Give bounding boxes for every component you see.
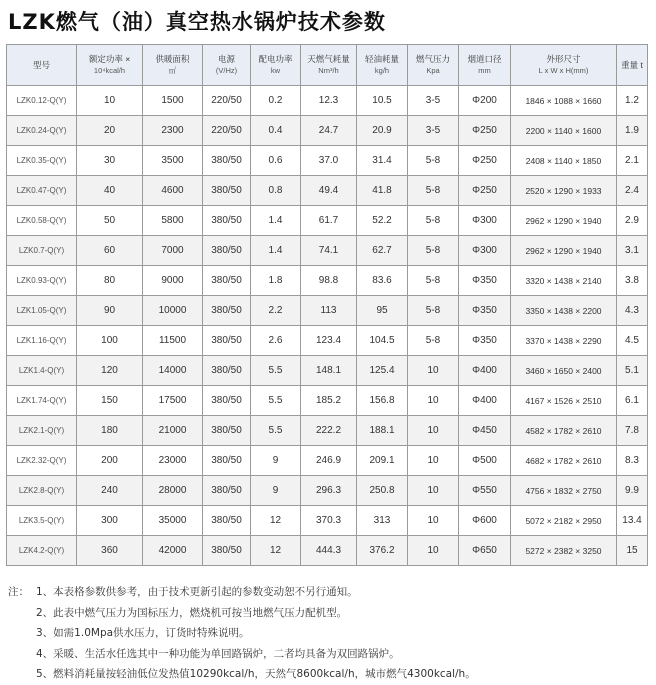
- table-cell: 4682 × 1782 × 2610: [511, 446, 617, 476]
- table-cell: 2300: [143, 116, 203, 146]
- table-cell: 123.4: [301, 326, 357, 356]
- table-cell: 5072 × 2182 × 2950: [511, 506, 617, 536]
- table-cell: LZK0.24-Q(Y): [7, 116, 77, 146]
- column-header-unit: (V/Hz): [215, 66, 238, 75]
- table-cell: LZK1.4-Q(Y): [7, 356, 77, 386]
- table-cell: 1.4: [251, 236, 301, 266]
- table-cell: Φ600: [459, 506, 511, 536]
- table-cell: 5-8: [408, 206, 459, 236]
- table-body: [7, 86, 648, 566]
- column-header-label: 电源: [217, 54, 235, 64]
- table-row: [7, 416, 648, 446]
- column-header: [357, 45, 408, 86]
- table-cell: 5.5: [251, 416, 301, 446]
- table-cell: LZK0.35-Q(Y): [7, 146, 77, 176]
- table-cell: 61.7: [301, 206, 357, 236]
- table-cell: 10: [408, 476, 459, 506]
- table-cell: 98.8: [301, 266, 357, 296]
- table-row: [7, 86, 648, 116]
- table-cell: 1846 × 1088 × 1660: [511, 86, 617, 116]
- table-cell: 380/50: [203, 476, 251, 506]
- table-cell: Φ350: [459, 296, 511, 326]
- table-cell: 0.4: [251, 116, 301, 146]
- table-cell: 444.3: [301, 536, 357, 566]
- table-cell: 3-5: [408, 86, 459, 116]
- table-cell: 376.2: [357, 536, 408, 566]
- table-cell: 380/50: [203, 176, 251, 206]
- column-header-label: 配电功率: [258, 54, 293, 64]
- column-header-unit: Kpa: [426, 66, 440, 75]
- table-cell: 200: [77, 446, 143, 476]
- table-row: [7, 386, 648, 416]
- table-cell: Φ500: [459, 446, 511, 476]
- table-cell: 74.1: [301, 236, 357, 266]
- table-cell: LZK2.32-Q(Y): [7, 446, 77, 476]
- notes-prefix: 注：: [8, 586, 29, 598]
- table-cell: 6.1: [617, 386, 648, 416]
- table-row: [7, 326, 648, 356]
- note-row: [8, 582, 476, 603]
- column-header-label: 燃气压力: [415, 54, 450, 64]
- table-row: [7, 356, 648, 386]
- table-cell: 9000: [143, 266, 203, 296]
- table-cell: 10: [408, 446, 459, 476]
- column-header: [7, 45, 77, 86]
- column-header-label: 型号: [32, 60, 50, 70]
- spec-table: [6, 44, 648, 566]
- table-row: [7, 176, 648, 206]
- table-cell: 156.8: [357, 386, 408, 416]
- column-header-label: 烟道口径: [467, 54, 502, 64]
- table-cell: 2.2: [251, 296, 301, 326]
- table-cell: 1.9: [617, 116, 648, 146]
- column-header-unit: kw: [270, 66, 281, 75]
- table-cell: 300: [77, 506, 143, 536]
- table-cell: 370.3: [301, 506, 357, 536]
- table-cell: 246.9: [301, 446, 357, 476]
- table-cell: 2.1: [617, 146, 648, 176]
- table-cell: 313: [357, 506, 408, 536]
- table-cell: 113: [301, 296, 357, 326]
- table-cell: 3320 × 1438 × 2140: [511, 266, 617, 296]
- table-cell: 0.8: [251, 176, 301, 206]
- table-cell: 148.1: [301, 356, 357, 386]
- table-cell: LZK0.58-Q(Y): [7, 206, 77, 236]
- table-cell: 150: [77, 386, 143, 416]
- table-row: [7, 536, 648, 566]
- table-cell: LZK2.8-Q(Y): [7, 476, 77, 506]
- table-cell: 380/50: [203, 146, 251, 176]
- table-cell: 3-5: [408, 116, 459, 146]
- table-cell: 20: [77, 116, 143, 146]
- column-header-label: 外形尺寸: [546, 54, 581, 64]
- table-cell: LZK3.5-Q(Y): [7, 506, 77, 536]
- table-cell: 8.3: [617, 446, 648, 476]
- column-header: [143, 45, 203, 86]
- header-row: [7, 45, 648, 86]
- column-header-label: 天燃气耗量: [307, 54, 350, 64]
- table-cell: 180: [77, 416, 143, 446]
- column-header-label: 额定功率 ×: [88, 54, 131, 64]
- table-cell: 28000: [143, 476, 203, 506]
- table-row: [7, 146, 648, 176]
- table-cell: 49.4: [301, 176, 357, 206]
- table-cell: 83.6: [357, 266, 408, 296]
- table-cell: Φ450: [459, 416, 511, 446]
- table-cell: 380/50: [203, 206, 251, 236]
- table-cell: 380/50: [203, 356, 251, 386]
- table-cell: 21000: [143, 416, 203, 446]
- column-header-unit: kg/h: [374, 66, 390, 75]
- table-cell: 12: [251, 536, 301, 566]
- table-cell: 4600: [143, 176, 203, 206]
- table-cell: Φ250: [459, 176, 511, 206]
- table-cell: 5-8: [408, 266, 459, 296]
- table-cell: 10000: [143, 296, 203, 326]
- table-cell: 10: [408, 416, 459, 446]
- table-cell: 1.4: [251, 206, 301, 236]
- table-cell: LZK1.05-Q(Y): [7, 296, 77, 326]
- table-cell: 250.8: [357, 476, 408, 506]
- table-cell: Φ350: [459, 326, 511, 356]
- table-cell: Φ400: [459, 356, 511, 386]
- table-cell: 4756 × 1832 × 2750: [511, 476, 617, 506]
- table-cell: 222.2: [301, 416, 357, 446]
- note-row: [8, 644, 476, 665]
- table-cell: 9: [251, 476, 301, 506]
- table-cell: 4582 × 1782 × 2610: [511, 416, 617, 446]
- note-item: 3、如需1.0Mpa供水压力，订货时特殊说明。: [36, 627, 250, 639]
- table-cell: 185.2: [301, 386, 357, 416]
- table-cell: 10: [408, 386, 459, 416]
- table-row: [7, 266, 648, 296]
- table-cell: 10: [408, 506, 459, 536]
- table-cell: 1500: [143, 86, 203, 116]
- table-cell: 9: [251, 446, 301, 476]
- note-row: [8, 603, 476, 624]
- table-row: [7, 446, 648, 476]
- table-cell: 12.3: [301, 86, 357, 116]
- column-header: [511, 45, 617, 86]
- table-cell: Φ550: [459, 476, 511, 506]
- table-cell: 14000: [143, 356, 203, 386]
- table-cell: 100: [77, 326, 143, 356]
- table-cell: 7000: [143, 236, 203, 266]
- column-header: [459, 45, 511, 86]
- table-cell: 30: [77, 146, 143, 176]
- column-header-unit: ㎡: [168, 66, 177, 75]
- table-cell: 3350 × 1438 × 2200: [511, 296, 617, 326]
- table-cell: 42000: [143, 536, 203, 566]
- table-row: [7, 296, 648, 326]
- table-cell: 41.8: [357, 176, 408, 206]
- table-cell: Φ250: [459, 116, 511, 146]
- table-cell: 220/50: [203, 116, 251, 146]
- table-cell: 10: [408, 536, 459, 566]
- column-header-label: 供暖面积: [155, 54, 190, 64]
- table-cell: LZK0.47-Q(Y): [7, 176, 77, 206]
- table-cell: 5800: [143, 206, 203, 236]
- table-cell: 380/50: [203, 416, 251, 446]
- table-cell: LZK0.93-Q(Y): [7, 266, 77, 296]
- table-cell: 90: [77, 296, 143, 326]
- table-cell: 10.5: [357, 86, 408, 116]
- table-cell: 360: [77, 536, 143, 566]
- table-cell: 10: [77, 86, 143, 116]
- table-cell: 5-8: [408, 176, 459, 206]
- table-cell: 2962 × 1290 × 1940: [511, 206, 617, 236]
- table-cell: Φ300: [459, 206, 511, 236]
- table-row: [7, 206, 648, 236]
- table-cell: 104.5: [357, 326, 408, 356]
- table-cell: 380/50: [203, 296, 251, 326]
- table-cell: 380/50: [203, 266, 251, 296]
- table-cell: Φ200: [459, 86, 511, 116]
- table-cell: 40: [77, 176, 143, 206]
- column-header-unit: mm: [478, 66, 491, 75]
- table-cell: 23000: [143, 446, 203, 476]
- table-cell: 5272 × 2382 × 3250: [511, 536, 617, 566]
- table-cell: 1.2: [617, 86, 648, 116]
- table-cell: 10: [408, 356, 459, 386]
- table-cell: 3.8: [617, 266, 648, 296]
- table-cell: 0.2: [251, 86, 301, 116]
- table-cell: 52.2: [357, 206, 408, 236]
- table-cell: 50: [77, 206, 143, 236]
- table-cell: 5.5: [251, 356, 301, 386]
- table-cell: 4.3: [617, 296, 648, 326]
- note-item: 1、本表格参数供参考，由于技术更新引起的参数变动恕不另行通知。: [36, 586, 358, 598]
- table-cell: 380/50: [203, 386, 251, 416]
- table-cell: 5.1: [617, 356, 648, 386]
- table-cell: 60: [77, 236, 143, 266]
- table-cell: 5-8: [408, 236, 459, 266]
- table-cell: 17500: [143, 386, 203, 416]
- column-header: [251, 45, 301, 86]
- table-cell: 2.6: [251, 326, 301, 356]
- table-cell: 3.1: [617, 236, 648, 266]
- table-cell: 380/50: [203, 236, 251, 266]
- note-item: 4、采暖、生活水任选其中一种功能为单回路锅炉，二者均具备为双回路锅炉。: [36, 647, 400, 660]
- notes-section: [8, 582, 476, 685]
- table-cell: 380/50: [203, 506, 251, 536]
- table-header: [7, 45, 648, 86]
- table-cell: 240: [77, 476, 143, 506]
- column-header-unit: Nm³/h: [318, 66, 339, 75]
- table-cell: 220/50: [203, 86, 251, 116]
- table-cell: 15: [617, 536, 648, 566]
- table-cell: 4167 × 1526 × 2510: [511, 386, 617, 416]
- table-cell: Φ250: [459, 146, 511, 176]
- table-cell: 380/50: [203, 536, 251, 566]
- table-row: [7, 236, 648, 266]
- table-cell: LZK4.2-Q(Y): [7, 536, 77, 566]
- table-cell: 5-8: [408, 146, 459, 176]
- column-header-unit: L x W x H(mm): [538, 66, 589, 75]
- table-cell: Φ400: [459, 386, 511, 416]
- table-cell: 209.1: [357, 446, 408, 476]
- table-cell: 125.4: [357, 356, 408, 386]
- table-cell: LZK1.74-Q(Y): [7, 386, 77, 416]
- table-cell: 24.7: [301, 116, 357, 146]
- table-cell: Φ300: [459, 236, 511, 266]
- table-cell: 7.8: [617, 416, 648, 446]
- table-cell: 2962 × 1290 × 1940: [511, 236, 617, 266]
- table-cell: 62.7: [357, 236, 408, 266]
- column-header-label: 重量 t: [621, 60, 643, 70]
- table-cell: 5-8: [408, 326, 459, 356]
- table-cell: 3370 × 1438 × 2290: [511, 326, 617, 356]
- table-cell: 3500: [143, 146, 203, 176]
- note-row: [8, 664, 476, 685]
- page-title: LZK燃气（油）真空热水锅炉技术参数: [8, 10, 386, 34]
- table-cell: 5.5: [251, 386, 301, 416]
- column-header: [617, 45, 648, 86]
- table-cell: 380/50: [203, 446, 251, 476]
- table-cell: 120: [77, 356, 143, 386]
- table-row: [7, 506, 648, 536]
- table-cell: 20.9: [357, 116, 408, 146]
- table-cell: Φ650: [459, 536, 511, 566]
- table-cell: 2520 × 1290 × 1933: [511, 176, 617, 206]
- table-cell: 31.4: [357, 146, 408, 176]
- table-cell: Φ350: [459, 266, 511, 296]
- table-cell: 37.0: [301, 146, 357, 176]
- note-row: [8, 623, 476, 644]
- table-cell: 1.8: [251, 266, 301, 296]
- table-cell: 80: [77, 266, 143, 296]
- table-cell: 5-8: [408, 296, 459, 326]
- table-cell: 188.1: [357, 416, 408, 446]
- table-cell: LZK1.16-Q(Y): [7, 326, 77, 356]
- column-header: [203, 45, 251, 86]
- table-cell: 0.6: [251, 146, 301, 176]
- table-cell: 35000: [143, 506, 203, 536]
- table-cell: LZK2.1-Q(Y): [7, 416, 77, 446]
- table-cell: 12: [251, 506, 301, 536]
- table-cell: LZK0.7-Q(Y): [7, 236, 77, 266]
- table-cell: 380/50: [203, 326, 251, 356]
- table-cell: LZK0.12-Q(Y): [7, 86, 77, 116]
- table-cell: 95: [357, 296, 408, 326]
- table-cell: 13.4: [617, 506, 648, 536]
- table-cell: 11500: [143, 326, 203, 356]
- column-header: [301, 45, 357, 86]
- table-cell: 4.5: [617, 326, 648, 356]
- table-cell: 2.9: [617, 206, 648, 236]
- column-header: [77, 45, 143, 86]
- table-row: [7, 476, 648, 506]
- table-cell: 3460 × 1650 × 2400: [511, 356, 617, 386]
- table-cell: 2.4: [617, 176, 648, 206]
- note-item: 5、燃料消耗量按轻油低位发热值10290kcal/h，天然气8600kcal/h，城市燃气4300kcal/h。: [36, 668, 476, 680]
- column-header-unit: 10⁴kcal/h: [93, 66, 126, 75]
- column-header: [408, 45, 459, 86]
- column-header-label: 轻油耗量: [364, 54, 399, 64]
- table-cell: 296.3: [301, 476, 357, 506]
- table-cell: 9.9: [617, 476, 648, 506]
- note-item: 2、此表中燃气压力为国标压力，燃烧机可按当地燃气压力配机型。: [36, 606, 348, 619]
- table-cell: 2408 × 1140 × 1850: [511, 146, 617, 176]
- table-row: [7, 116, 648, 146]
- table-cell: 2200 × 1140 × 1600: [511, 116, 617, 146]
